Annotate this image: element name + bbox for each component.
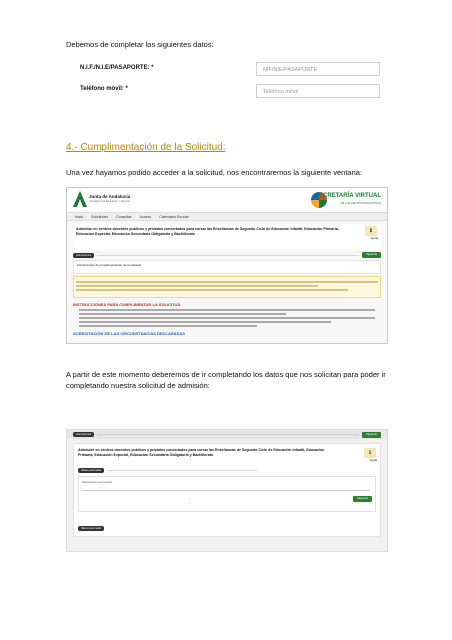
nav-acceso[interactable]: Acceso bbox=[139, 214, 152, 219]
screenshot-datos bbox=[66, 429, 388, 552]
nav-consultas[interactable]: Consultas bbox=[116, 214, 132, 219]
step-track bbox=[107, 470, 257, 471]
option-radio[interactable]: ○ bbox=[189, 502, 191, 505]
junta-logo-icon bbox=[73, 191, 87, 207]
form-title-card bbox=[73, 224, 381, 250]
nif-field[interactable]: NIF/NIE/PASAPORTE bbox=[256, 62, 380, 76]
form-title: Admisión en centros docentes públicos y privados concertados para cursar las Enseñanzas de Segundo Ciclo de Educación Infantil, Educación Primaria, Educación Especial, Educación Secundaria Obligatoria y Bachillerato bbox=[76, 227, 339, 236]
step-bar bbox=[78, 468, 257, 473]
bottom-step-bar bbox=[78, 526, 104, 531]
screenshot2-step-bar bbox=[67, 430, 387, 439]
instructions-heading: INSTRUCCIONES PARA CUMPLIMENTAR LA SOLICITUD bbox=[73, 302, 181, 307]
nav-calendario[interactable]: Calendario Escolar bbox=[159, 214, 189, 219]
selection-area bbox=[78, 476, 376, 512]
select-input[interactable] bbox=[82, 486, 370, 491]
nav-inicio[interactable]: Inicio bbox=[75, 214, 84, 219]
step-instrucciones[interactable]: Instrucciones bbox=[73, 253, 94, 258]
next-button[interactable]: Siguiente bbox=[362, 432, 381, 438]
nif-label: N.I.F./N.I.E/PASAPORTE: * bbox=[80, 65, 154, 71]
step-track bbox=[97, 255, 359, 256]
instructions-text bbox=[79, 309, 375, 327]
screenshot-solicitud bbox=[66, 187, 388, 344]
form-title: Admisión en centros docentes públicos y privados concertados para cursar las Enseñanzas de Segundo Ciclo de Educación Infantil, Educación Primaria, Educación Especial, Educación Secundaria Obligatoria y Bachillerato bbox=[78, 448, 325, 457]
form-card bbox=[73, 443, 381, 537]
step-track bbox=[97, 434, 359, 435]
section-title: 4.- Cumplimentación de la Solicitud: bbox=[66, 142, 226, 153]
warning-box bbox=[73, 276, 381, 298]
help-label: Ayuda bbox=[370, 237, 378, 240]
screenshot-header bbox=[67, 188, 387, 213]
body-text-2: A partir de este momento deberemos de ir completando los datos que nos solicitan para poder ir completando nuestra solicitud de admisión: bbox=[66, 370, 386, 390]
instructions-header: Instrucciones de cumplimentación de la solicitud bbox=[73, 260, 381, 274]
warning-line bbox=[76, 281, 378, 283]
warning-line bbox=[76, 285, 318, 287]
next-button-2[interactable]: Siguiente bbox=[353, 496, 372, 502]
next-button[interactable]: Siguiente bbox=[362, 252, 381, 258]
nav-solicitudes[interactable]: Solicitudes bbox=[91, 214, 109, 219]
section-body: Una vez hayamos podido acceder a la solicitud, nos encontraremos la siguiente ventana: bbox=[66, 168, 363, 177]
warning-line bbox=[76, 289, 348, 291]
help-icon[interactable]: ℹ bbox=[364, 448, 376, 458]
phone-field[interactable]: Teléfono móvil bbox=[256, 84, 380, 98]
secretaria-title: SECRETARÍA VIRTUAL bbox=[315, 193, 381, 199]
help-icon[interactable]: ℹ bbox=[365, 226, 377, 236]
intro-text: Debemos de completar los siguientes datos: bbox=[66, 40, 214, 49]
step-datos-personales[interactable]: Datos personales bbox=[78, 468, 104, 473]
step-bar bbox=[73, 252, 381, 258]
step-instrucciones[interactable]: Instrucciones bbox=[73, 432, 94, 437]
brand-sub: Consejería de Educación y Deporte bbox=[89, 200, 130, 203]
top-nav bbox=[67, 213, 387, 221]
acreditacion-heading: ACREDITACIÓN DE LAS CIRCUNSTANCIAS DECLARADAS bbox=[73, 331, 186, 336]
option-radio[interactable]: ○ bbox=[189, 497, 191, 500]
brand-name: Junta de Andalucía bbox=[89, 194, 131, 199]
help-label: Ayuda bbox=[369, 459, 377, 462]
select-label: Seleccione una opción bbox=[82, 480, 113, 484]
secretaria-sub: DE LOS CENTROS EDUCATIVOS bbox=[340, 202, 381, 205]
step-datos-personales[interactable]: Datos personales bbox=[78, 526, 104, 531]
phone-label: Teléfono móvil: * bbox=[80, 86, 128, 92]
